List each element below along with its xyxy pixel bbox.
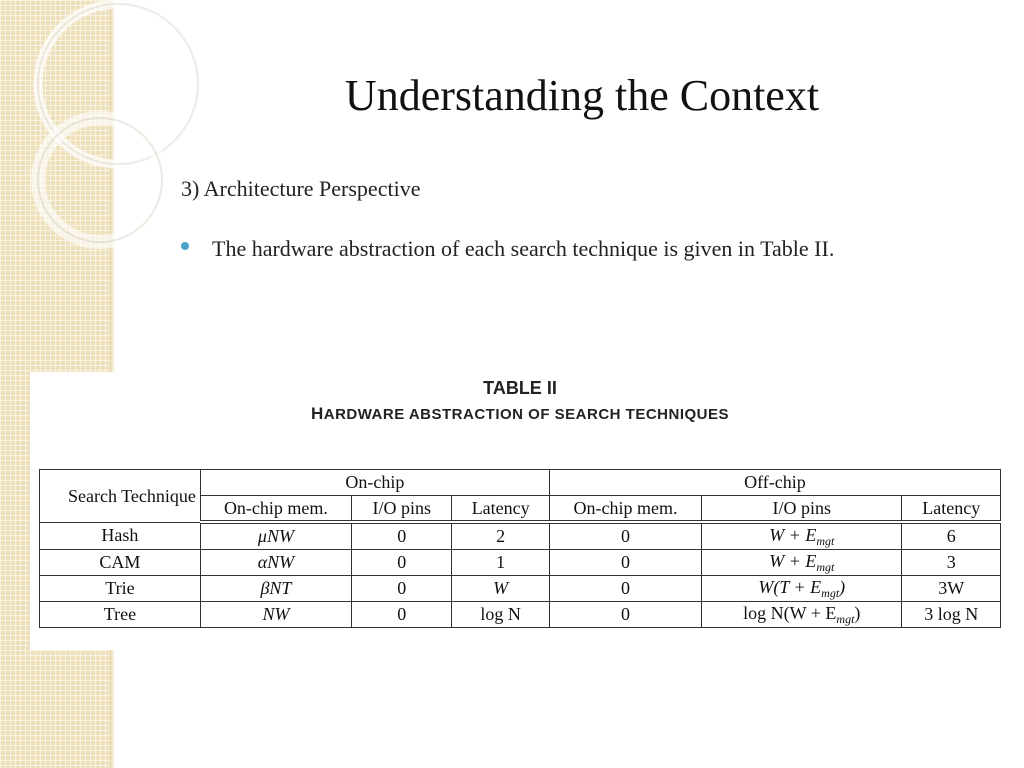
cell-off-chip-io <box>702 522 902 550</box>
cell-off-chip-latency: 3 <box>902 550 1001 576</box>
cell-technique: Tree <box>40 602 201 628</box>
cell-on-chip-latency: 1 <box>452 550 550 576</box>
cell-off-chip-io <box>702 550 902 576</box>
header-off-chip-latency: Latency <box>902 496 1001 523</box>
cell-off-chip-latency: 3W <box>902 576 1001 602</box>
header-on-chip-mem: On-chip mem. <box>200 496 351 523</box>
cell-off-chip-io-main: W(T + E <box>758 576 822 597</box>
table-subcaption-rest: ARDWARE ABSTRACTION OF SEARCH TECHNIQUES <box>323 406 730 423</box>
cell-off-chip-mem: 0 <box>549 550 701 576</box>
cell-off-chip-latency: 3 log N <box>902 602 1001 628</box>
cell-off-chip-io-subscript: mgt <box>836 611 855 626</box>
bullet-item <box>181 227 1001 270</box>
cell-technique: Trie <box>40 576 201 602</box>
cell-off-chip-io-subscript: mgt <box>816 559 835 574</box>
cell-technique: Hash <box>40 522 201 550</box>
header-off-chip-io-pins: I/O pins <box>702 496 902 523</box>
cell-on-chip-mem: βNT <box>200 576 351 602</box>
table-row <box>40 602 1001 628</box>
slide-title: Understanding the Context <box>344 71 820 120</box>
header-on-chip-io-pins: I/O pins <box>352 496 452 523</box>
table-subcaption <box>30 404 1010 424</box>
cell-on-chip-mem: NW <box>200 602 351 628</box>
cell-off-chip-mem: 0 <box>549 602 701 628</box>
cell-off-chip-io-subscript: mgt <box>816 533 835 548</box>
table-group-header-row <box>40 470 1001 496</box>
header-off-chip-mem: On-chip mem. <box>549 496 701 523</box>
hardware-abstraction-table <box>39 469 1001 628</box>
table-subcaption-initial: H <box>310 404 324 423</box>
cell-on-chip-latency: log N <box>452 602 550 628</box>
cell-off-chip-io-main: W + E <box>769 550 817 571</box>
cell-off-chip-io-main: log N(W + E <box>743 602 837 623</box>
table-row <box>40 576 1001 602</box>
table-row <box>40 550 1001 576</box>
decorative-rings <box>0 0 200 300</box>
cell-off-chip-mem: 0 <box>549 522 701 550</box>
cell-off-chip-io <box>702 576 902 602</box>
cell-on-chip-io: 0 <box>352 550 452 576</box>
cell-off-chip-latency: 6 <box>902 522 1001 550</box>
cell-off-chip-io-subscript: mgt <box>821 585 840 600</box>
cell-on-chip-io: 0 <box>352 576 452 602</box>
bullet-dot-icon <box>181 242 189 250</box>
cell-technique: CAM <box>40 550 201 576</box>
header-off-chip: Off-chip <box>549 470 1000 496</box>
cell-off-chip-mem: 0 <box>549 576 701 602</box>
cell-on-chip-io: 0 <box>352 522 452 550</box>
cell-off-chip-io-main: W + E <box>769 524 817 545</box>
cell-off-chip-io-close: ) <box>854 602 861 623</box>
table-row <box>40 522 1001 550</box>
cell-on-chip-io: 0 <box>352 602 452 628</box>
bullet-text: The hardware abstraction of each search technique is given in Table II. <box>212 236 835 261</box>
header-on-chip-latency: Latency <box>452 496 550 523</box>
cell-on-chip-mem: αNW <box>200 550 351 576</box>
cell-on-chip-latency: 2 <box>452 522 550 550</box>
header-search-technique: Search Technique <box>40 470 201 523</box>
header-on-chip: On-chip <box>200 470 549 496</box>
cell-off-chip-io-close: ) <box>839 576 846 597</box>
section-subheading: 3) Architecture Perspective <box>181 176 421 201</box>
table-figure <box>30 372 1010 650</box>
table-caption: TABLE II <box>483 378 557 398</box>
cell-on-chip-mem: μNW <box>200 522 351 550</box>
cell-off-chip-io <box>702 602 902 628</box>
cell-on-chip-latency: W <box>452 576 550 602</box>
